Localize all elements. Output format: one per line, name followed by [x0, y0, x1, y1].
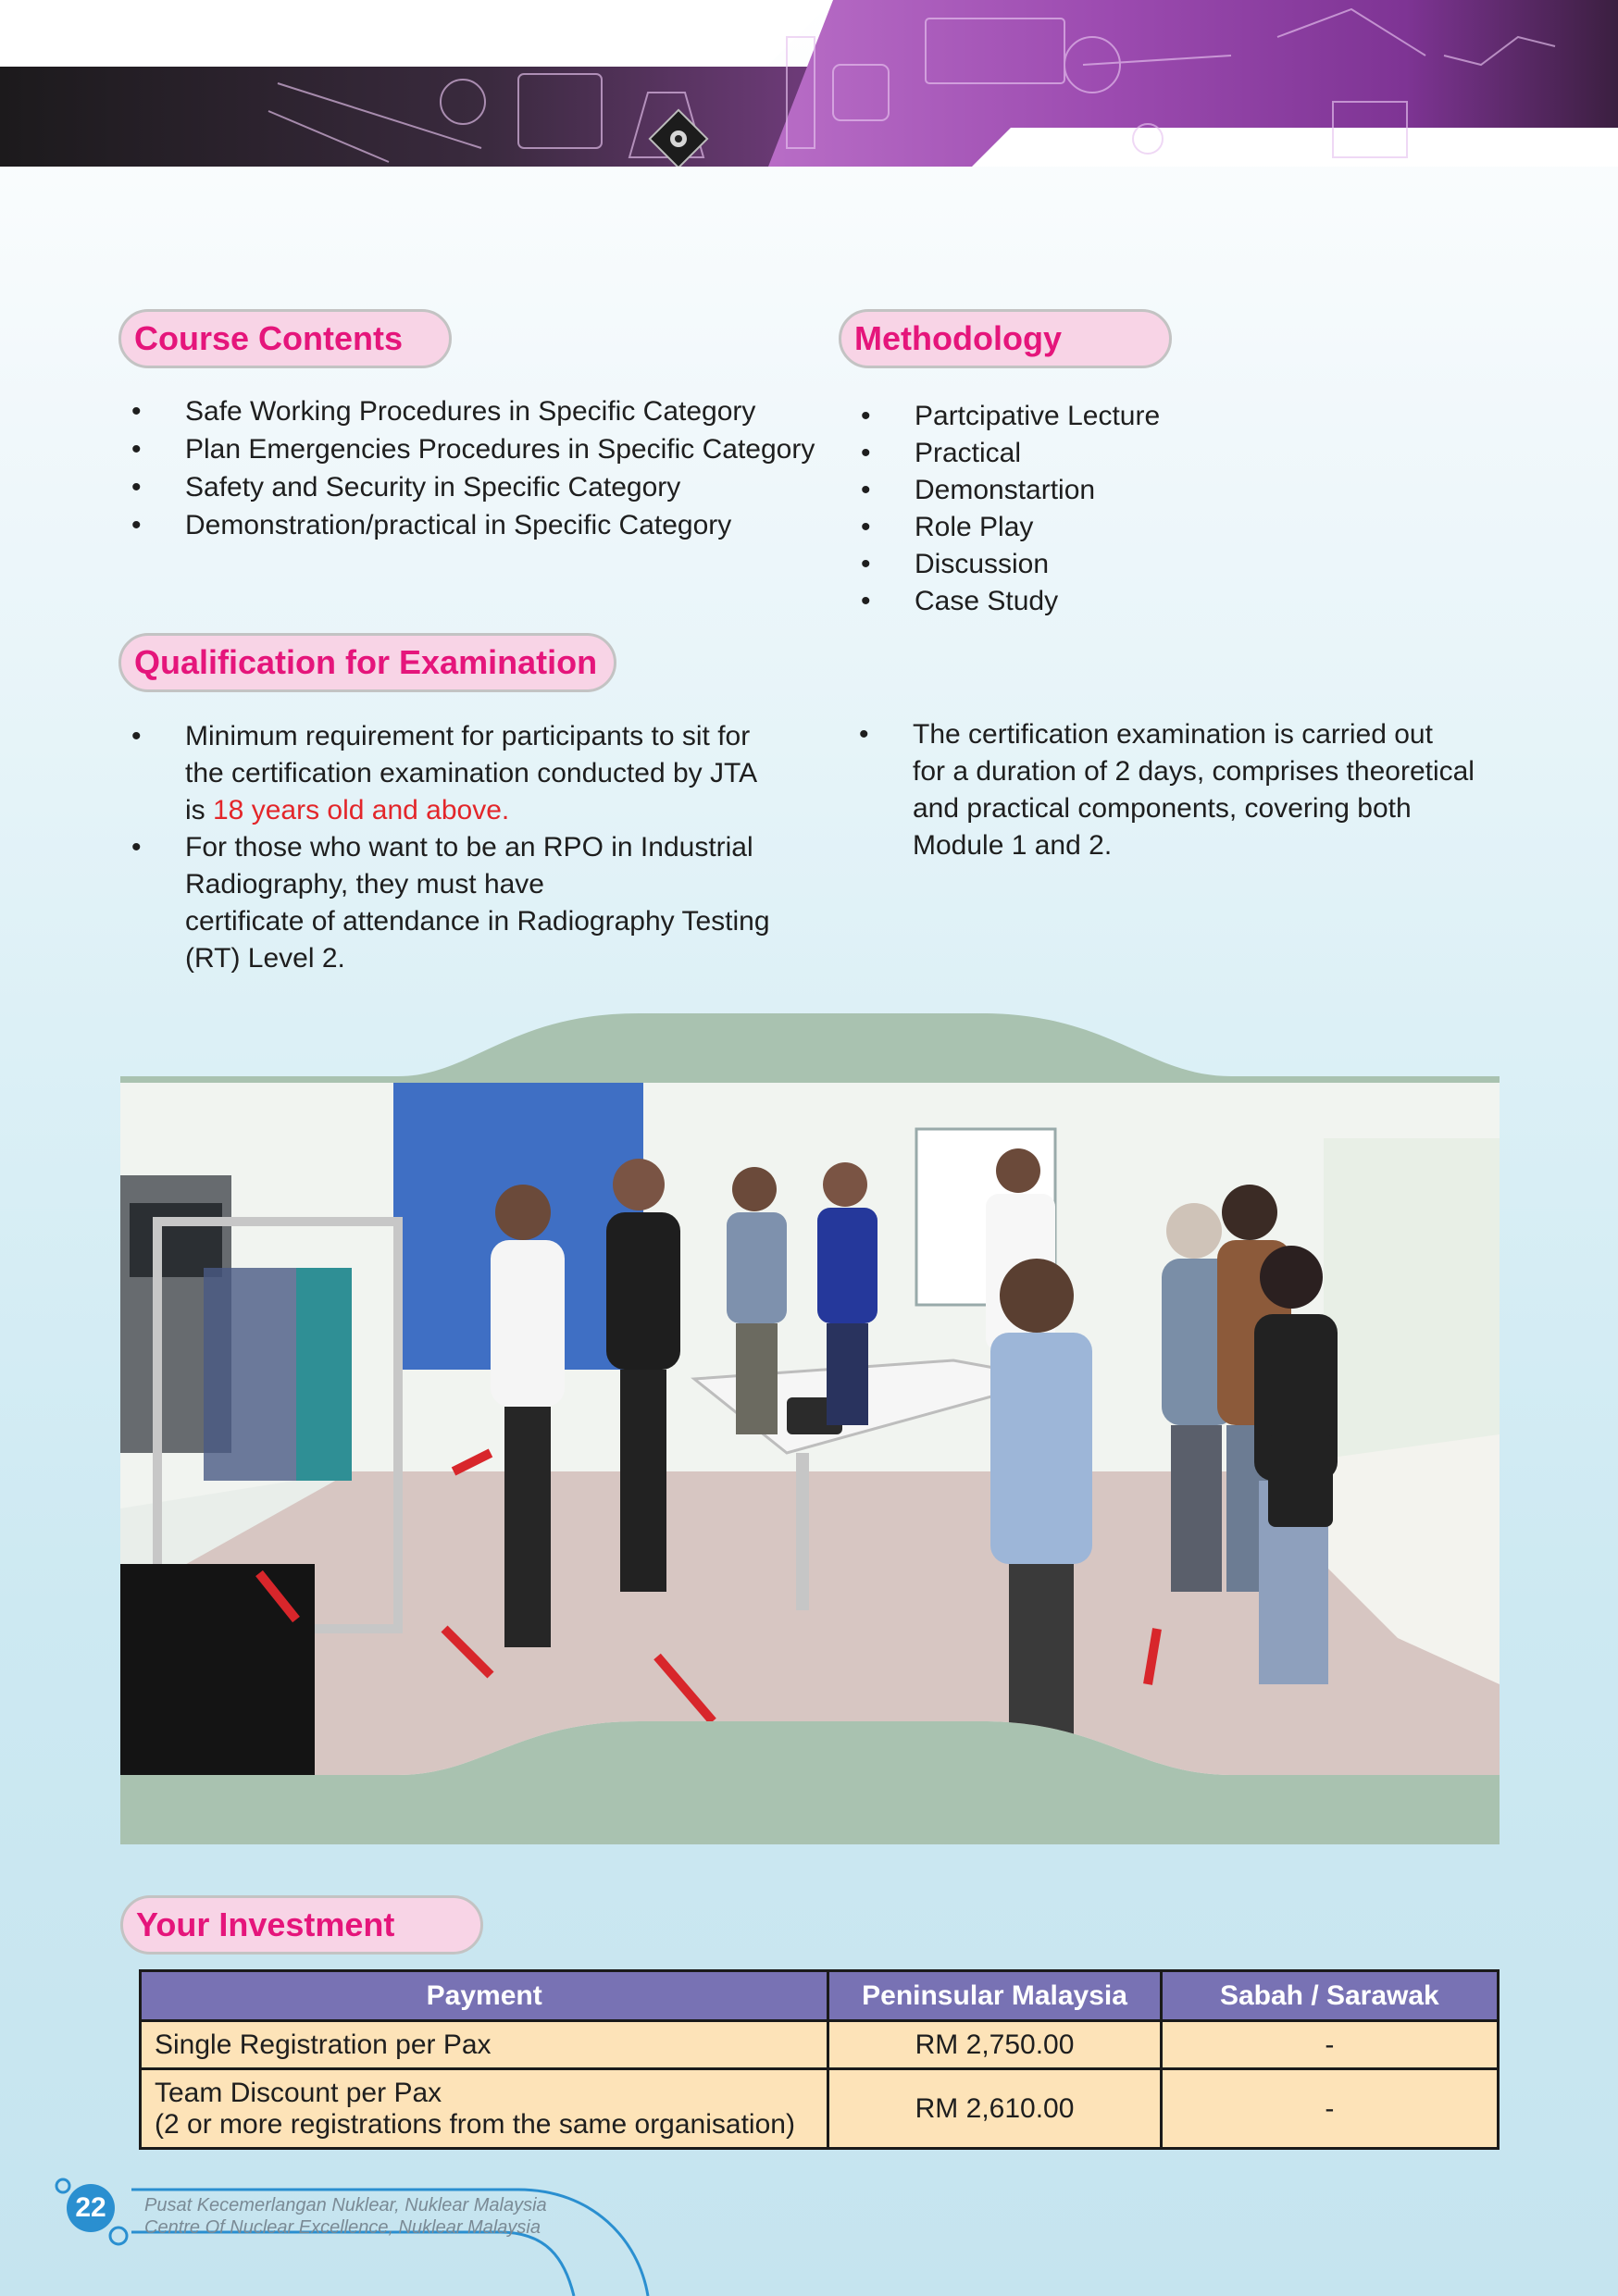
list-item: • Partcipative Lecture	[861, 398, 1509, 435]
methodology-list	[861, 398, 1509, 620]
sabah-price-cell: -	[1161, 2069, 1498, 2149]
methodology-title: Methodology	[854, 319, 1062, 357]
table-header-payment: Payment	[141, 1971, 828, 2021]
payment-cell	[141, 2069, 828, 2149]
qualification-list-right	[859, 716, 1525, 864]
qualification-list-left	[131, 718, 835, 977]
course-contents-list	[131, 392, 835, 544]
table-row	[141, 2021, 1499, 2069]
qualification-text-line: (RT) Level 2.	[185, 943, 345, 974]
list-item: • Role Play	[861, 509, 1509, 546]
table-header-sabah-sarawak: Sabah / Sarawak	[1161, 1971, 1498, 2021]
list-item	[859, 716, 1525, 864]
table-header-peninsular: Peninsular Malaysia	[828, 1971, 1161, 2021]
qualification-text-line: The certification examination is carried out	[913, 719, 1433, 750]
qualification-text-line: Minimum requirement for participants to sit for	[185, 721, 751, 751]
qualification-text-line: Radiography, they must have	[185, 869, 544, 900]
list-item: • Case Study	[861, 583, 1509, 620]
payment-label: Team Discount per Pax	[155, 2077, 442, 2108]
peninsular-price-cell: RM 2,610.00	[828, 2069, 1161, 2149]
course-contents-heading	[118, 309, 452, 368]
header-banner	[0, 0, 1618, 167]
footer-line-2: Centre Of Nuclear Excellence, Nuklear Malaysia	[144, 2217, 541, 2238]
qualification-text-line: Module 1 and 2.	[913, 830, 1113, 861]
list-item: • Safety and Security in Specific Category	[131, 468, 835, 506]
peninsular-price-cell: RM 2,750.00	[828, 2021, 1161, 2069]
payment-cell: Single Registration per Pax	[141, 2021, 828, 2069]
methodology-heading	[839, 309, 1172, 368]
qualification-text-line: is	[185, 795, 213, 825]
list-item: • Safe Working Procedures in Specific Category	[131, 392, 835, 430]
course-contents-title: Course Contents	[134, 319, 404, 357]
header-lab-equipment-art	[0, 0, 1618, 167]
sabah-price-cell: -	[1161, 2021, 1498, 2069]
qualification-heading	[118, 633, 616, 692]
investment-title: Your Investment	[136, 1905, 395, 1943]
qualification-text-line: and practical components, covering both	[913, 793, 1412, 824]
payment-note: (2 or more registrations from the same organisation)	[155, 2108, 795, 2140]
qualification-text-line: for a duration of 2 days, comprises theoretical	[913, 756, 1475, 787]
page-number: 22	[67, 2184, 115, 2232]
list-item	[131, 829, 835, 977]
qualification-text-line: the certification examination conducted by JTA	[185, 758, 758, 788]
qualification-title: Qualification for Examination	[134, 643, 598, 681]
table-header-row	[141, 1971, 1499, 2021]
list-item: • Demonstartion	[861, 472, 1509, 509]
investment-heading	[120, 1895, 483, 1955]
footer-organisation	[144, 2194, 547, 2239]
list-item	[131, 718, 835, 829]
training-room-photo	[120, 1083, 1500, 1775]
list-item: • Practical	[861, 435, 1509, 472]
table-row	[141, 2069, 1499, 2149]
investment-table	[139, 1969, 1500, 2150]
list-item: • Plan Emergencies Procedures in Specific Category	[131, 430, 835, 468]
qualification-text-line: certificate of attendance in Radiography Testing	[185, 906, 770, 937]
qualification-text-line: For those who want to be an RPO in Industrial	[185, 832, 753, 863]
age-requirement-highlight: 18 years old and above.	[213, 795, 510, 825]
list-item: • Discussion	[861, 546, 1509, 583]
list-item: • Demonstration/practical in Specific Category	[131, 506, 835, 544]
footer-line-1: Pusat Kecemerlangan Nuklear, Nuklear Malaysia	[144, 2195, 547, 2215]
